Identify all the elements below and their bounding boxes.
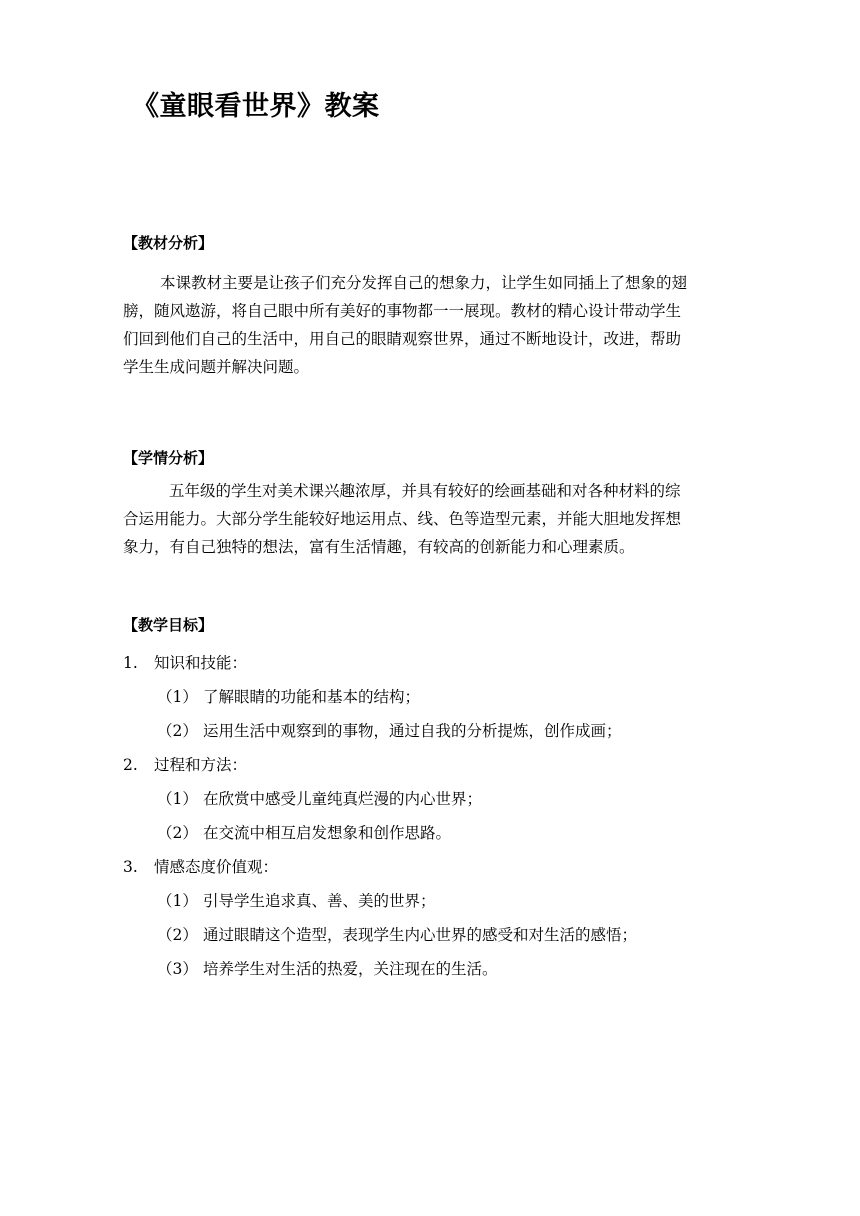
goal-item-text: 引导学生追求真、善、美的世界；	[203, 892, 436, 910]
paragraph-line: 本课教材主要是让孩子们充分发挥自己的想象力，让学生如同插上了想象的翅	[160, 274, 688, 292]
goal-item-number: （1）	[157, 892, 198, 910]
goal-category	[123, 646, 637, 680]
goal-item	[123, 816, 637, 850]
teaching-goals-list	[123, 646, 637, 986]
student-analysis-paragraph	[123, 477, 747, 561]
section-heading-teaching-goals: 【教学目标】	[123, 616, 214, 634]
paragraph-line: 们回到他们自己的生活中，用自己的眼睛观察世界，通过不断地设计，改进，帮助	[123, 330, 682, 348]
goal-item-number: （1）	[157, 790, 198, 808]
goal-item	[123, 782, 637, 816]
goal-item-number: （2）	[157, 926, 198, 944]
goal-item	[123, 680, 637, 714]
goal-item	[123, 918, 637, 952]
goal-category	[123, 748, 637, 782]
goal-item	[123, 714, 637, 748]
goal-item-text: 运用生活中观察到的事物，通过自我的分析提炼，创作成画；	[203, 722, 622, 740]
section-heading-textbook-analysis: 【教材分析】	[123, 234, 214, 252]
goal-item-text: 在交流中相互启发想象和创作思路。	[203, 824, 452, 842]
goal-item-text: 在欣赏中感受儿童纯真烂漫的内心世界；	[203, 790, 483, 808]
paragraph-line: 合运用能力。大部分学生能较好地运用点、线、色等造型元素，并能大胆地发挥想	[123, 510, 682, 528]
goal-number: 3.	[123, 858, 138, 876]
goal-label: 情感态度价值观：	[154, 858, 279, 876]
goal-item-number: （2）	[157, 824, 198, 842]
paragraph-line: 象力，有自己独特的想法，富有生活情趣，有较高的创新能力和心理素质。	[123, 538, 635, 556]
goal-label: 过程和方法：	[154, 756, 248, 774]
goal-item	[123, 952, 637, 986]
goal-number: 1.	[123, 654, 138, 672]
goal-item-number: （3）	[157, 960, 198, 978]
goal-item-text: 通过眼睛这个造型，表现学生内心世界的感受和对生活的感悟；	[203, 926, 638, 944]
goal-item	[123, 884, 637, 918]
paragraph-line: 膀，随风遨游，将自己眼中所有美好的事物都一一展现。教材的精心设计带动学生	[123, 302, 682, 320]
goal-number: 2.	[123, 756, 138, 774]
goal-item-text: 培养学生对生活的热爱，关注现在的生活。	[203, 960, 498, 978]
document-title: 《童眼看世界》教案	[132, 91, 380, 122]
goal-category	[123, 850, 637, 884]
goal-item-text: 了解眼睛的功能和基本的结构；	[203, 688, 421, 706]
paragraph-line: 学生生成问题并解决问题。	[123, 358, 310, 376]
goal-label: 知识和技能：	[154, 654, 248, 672]
textbook-analysis-paragraph	[123, 269, 747, 381]
goal-item-number: （2）	[157, 722, 198, 740]
goal-item-number: （1）	[157, 688, 198, 706]
section-heading-student-analysis: 【学情分析】	[123, 449, 214, 467]
paragraph-line: 五年级的学生对美术课兴趣浓厚，并具有较好的绘画基础和对各种材料的综	[169, 482, 681, 500]
